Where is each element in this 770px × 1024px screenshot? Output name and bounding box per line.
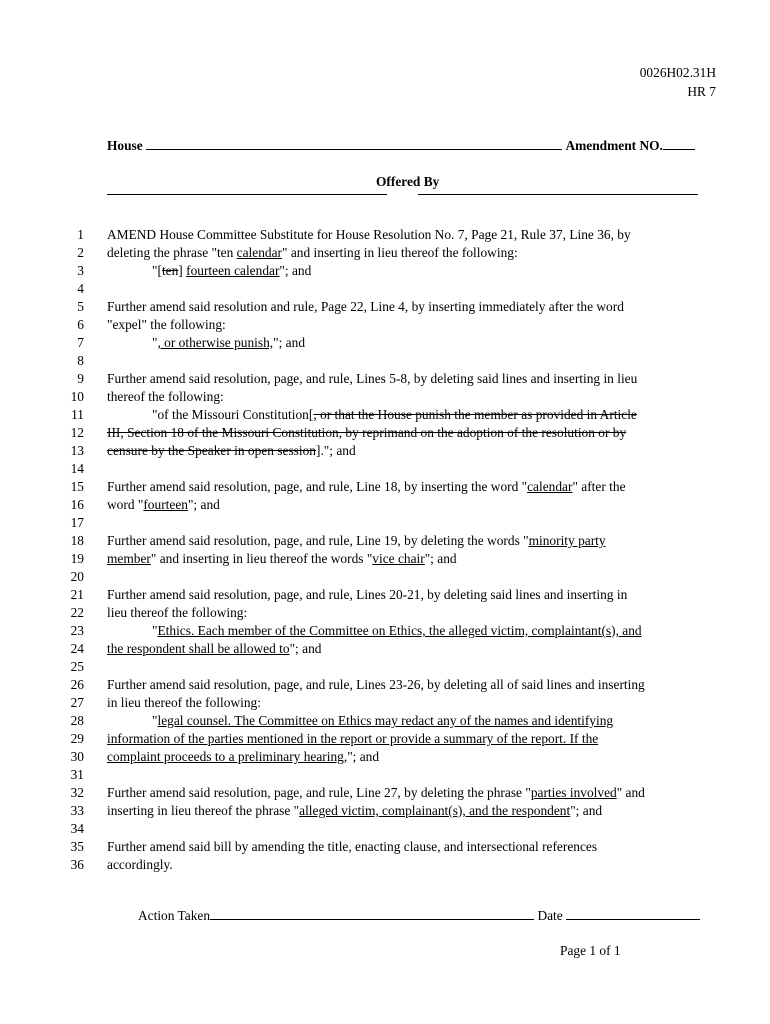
amendment-label: Amendment NO. <box>565 138 663 153</box>
line-number: 11 <box>71 407 84 422</box>
action-taken-blank <box>210 907 534 920</box>
line-number: 5 <box>77 299 84 314</box>
line-number: 36 <box>70 857 84 872</box>
date-label: Date <box>537 908 563 923</box>
text-line-19: member" and inserting in lieu thereof the words "vice chair"; and <box>107 551 457 566</box>
line-number: 23 <box>70 623 84 638</box>
line-number: 15 <box>70 479 84 494</box>
line-number: 4 <box>77 281 84 296</box>
line-number: 3 <box>77 263 84 278</box>
line-number: 6 <box>77 317 84 332</box>
line-number: 19 <box>70 551 84 566</box>
offered-by-blank-left <box>107 194 387 195</box>
text-line-10: thereof the following: <box>107 389 224 404</box>
line-number: 25 <box>70 659 84 674</box>
action-taken-label: Action Taken <box>138 908 211 923</box>
text-line-16: word "fourteen"; and <box>107 497 220 512</box>
text-line-3: "[ten] fourteen calendar"; and <box>152 263 312 278</box>
action-taken-line <box>138 907 700 924</box>
text-line-29: information of the parties mentioned in the report or provide a summary of the report. If the <box>107 731 599 746</box>
line-number: 1 <box>77 227 84 242</box>
line-number: 28 <box>70 713 84 728</box>
text-line-2: deleting the phrase "ten calendar" and inserting in lieu thereof the following: <box>107 245 518 260</box>
line-number: 14 <box>70 461 84 476</box>
line-number: 10 <box>70 389 84 404</box>
line-number: 24 <box>70 641 84 656</box>
amendment-number-blank <box>663 137 695 150</box>
line-number: 20 <box>70 569 84 584</box>
page-number: Page 1 of 1 <box>560 943 621 958</box>
line-number: 12 <box>70 425 84 440</box>
line-number: 9 <box>77 371 84 386</box>
line-number: 30 <box>70 749 84 764</box>
line-number: 22 <box>70 605 84 620</box>
line-number: 32 <box>70 785 84 800</box>
text-line-33: inserting in lieu thereof the phrase "alleged victim, complainant(s), and the respondent"; and <box>107 803 603 818</box>
house-blank <box>146 137 562 150</box>
house-amendment-line <box>107 137 695 154</box>
line-number: 35 <box>70 839 84 854</box>
line-number: 18 <box>70 533 84 548</box>
text-line-21: Further amend said resolution, page, and rule, Lines 20-21, by deleting said lines and inserting in <box>107 587 628 602</box>
text-line-7: ", or otherwise punish,"; and <box>152 335 306 350</box>
text-line-12: III, Section 18 of the Missouri Constitution, by reprimand on the adoption of the resolution or by <box>107 425 627 440</box>
line-number: 8 <box>77 353 84 368</box>
text-line-26: Further amend said resolution, page, and rule, Lines 23-26, by deleting all of said lines and inserting <box>107 677 645 692</box>
house-label: House <box>107 138 143 153</box>
text-line-22: lieu thereof the following: <box>107 605 248 620</box>
line-number: 17 <box>70 515 84 530</box>
text-line-15: Further amend said resolution, page, and rule, Line 18, by inserting the word "calendar" after the <box>107 479 626 494</box>
text-line-1: AMEND House Committee Substitute for House Resolution No. 7, Page 21, Rule 37, Line 36, by <box>107 227 631 242</box>
line-number: 27 <box>70 695 84 710</box>
line-number: 16 <box>70 497 84 512</box>
line-number: 26 <box>70 677 84 692</box>
text-line-11: "of the Missouri Constitution[, or that the House punish the member as provided in Article <box>152 407 637 422</box>
text-line-30: complaint proceeds to a preliminary hearing,"; and <box>107 749 380 764</box>
offered-by-label: Offered By <box>376 174 440 189</box>
text-line-36: accordingly. <box>107 857 173 872</box>
text-line-27: in lieu thereof the following: <box>107 695 261 710</box>
text-line-32: Further amend said resolution, page, and rule, Line 27, by deleting the phrase "parties involved" and <box>107 785 645 800</box>
offered-by-blank-right <box>418 194 698 195</box>
text-line-6: "expel" the following: <box>107 317 226 332</box>
line-number: 31 <box>70 767 84 782</box>
text-line-24: the respondent shall be allowed to"; and <box>107 641 322 656</box>
text-line-28: "legal counsel. The Committee on Ethics may redact any of the names and identifying <box>152 713 614 728</box>
text-line-18: Further amend said resolution, page, and rule, Line 19, by deleting the words "minority party <box>107 533 606 548</box>
line-number: 21 <box>70 587 84 602</box>
line-number: 33 <box>70 803 84 818</box>
resolution-number: HR 7 <box>687 84 716 99</box>
text-line-23: "Ethics. Each member of the Committee on Ethics, the alleged victim, complaintant(s), and <box>152 623 642 638</box>
line-number: 13 <box>70 443 84 458</box>
text-line-9: Further amend said resolution, page, and rule, Lines 5-8, by deleting said lines and inserting in lieu <box>107 371 638 386</box>
line-number: 29 <box>70 731 84 746</box>
line-number: 34 <box>70 821 84 836</box>
document-code: 0026H02.31H <box>639 65 716 80</box>
text-line-5: Further amend said resolution and rule, Page 22, Line 4, by inserting immediately after the word <box>107 299 624 314</box>
date-blank <box>566 907 700 920</box>
line-number: 7 <box>77 335 84 350</box>
line-number: 2 <box>77 245 84 260</box>
text-line-13: censure by the Speaker in open session]."; and <box>107 443 356 458</box>
text-line-35: Further amend said bill by amending the title, enacting clause, and intersectional references <box>107 839 598 854</box>
